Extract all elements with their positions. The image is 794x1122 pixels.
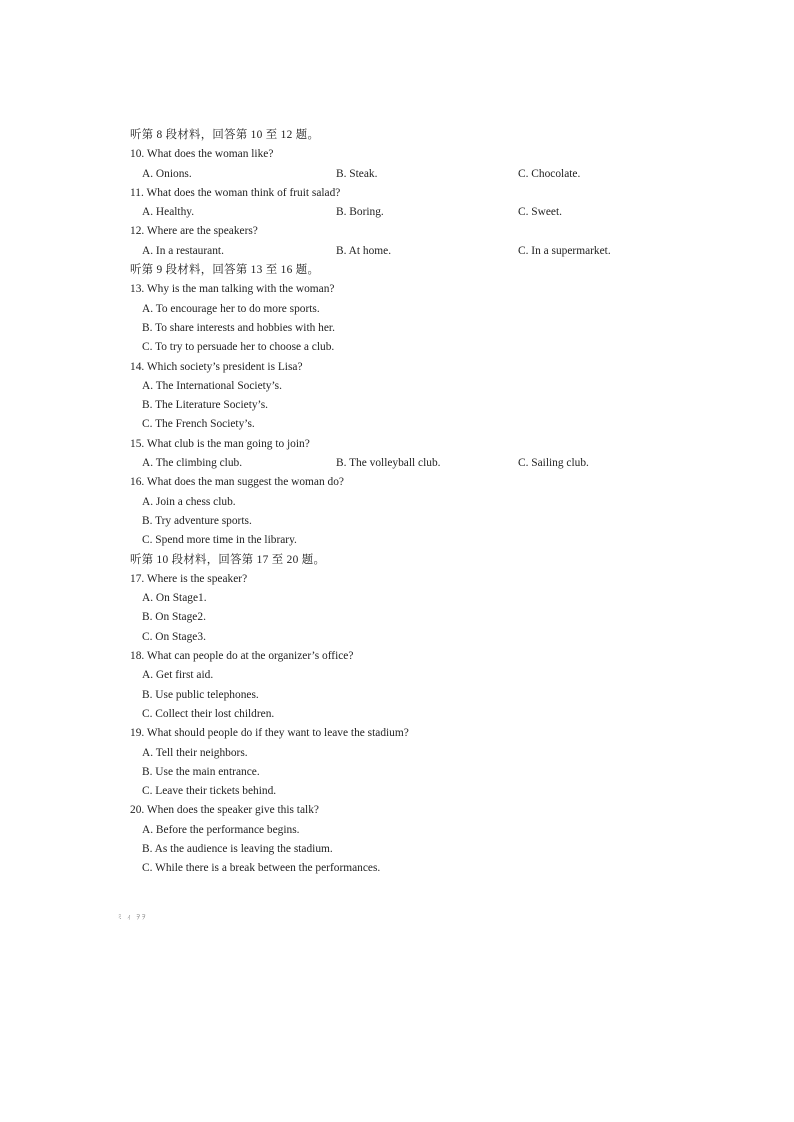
answer-option: C. Sweet.: [518, 206, 562, 219]
answer-option: A. Tell their neighbors.: [142, 746, 248, 759]
answer-option: B. Use public telephones.: [142, 688, 259, 701]
question-stem: 14. Which society’s president is Lisa?: [130, 360, 303, 373]
answer-option: C. To try to persuade her to choose a club.: [142, 341, 335, 354]
answer-option: A. Before the performance begins.: [142, 823, 300, 836]
answer-option: B. As the audience is leaving the stadium.: [142, 842, 333, 855]
answer-option: A. The International Society’s.: [142, 379, 282, 392]
answer-option: B. Boring.: [336, 206, 384, 219]
answer-option: C. Collect their lost children.: [142, 707, 275, 720]
answer-option: C. Chocolate.: [518, 167, 581, 180]
answer-option: A. Get first aid.: [142, 669, 214, 682]
answer-option: B. The volleyball club.: [336, 457, 441, 470]
question-stem: 18. What can people do at the organizer’s office?: [130, 650, 354, 663]
answer-option: A. The climbing club.: [142, 457, 243, 470]
answer-option: B. Steak.: [336, 167, 378, 180]
question-stem: 12. Where are the speakers?: [130, 225, 258, 238]
listening-questions: [130, 126, 750, 879]
question-stem: 16. What does the man suggest the woman do?: [130, 476, 344, 489]
question-stem: 19. What should people do if they want to leave the stadium?: [130, 727, 409, 740]
answer-option: B. The Literature Society’s.: [142, 399, 269, 412]
answer-option: A. In a restaurant.: [142, 244, 224, 257]
options-row: [130, 242, 750, 261]
section-heading: 听第 9 段材料，回答第 13 至 16 题。: [130, 264, 320, 277]
section-heading: 听第 8 段材料，回答第 10 至 12 题。: [130, 129, 320, 141]
answer-option: C. Sailing club.: [518, 457, 589, 470]
answer-option: B. Use the main entrance.: [142, 765, 260, 778]
answer-option: B. To share interests and hobbies with her.: [142, 321, 335, 334]
answer-option: C. Spend more time in the library.: [142, 534, 297, 547]
answer-option: A. Join a chess club.: [142, 495, 236, 508]
options-row: [130, 454, 750, 473]
section-heading: 听第 10 段材料，回答第 17 至 20 题。: [130, 553, 326, 566]
answer-option: A. Onions.: [142, 167, 192, 180]
page-footer: ﾐ ｨ ｦｦ: [118, 913, 148, 921]
answer-option: B. At home.: [336, 244, 392, 257]
answer-option: C. In a supermarket.: [518, 244, 611, 257]
answer-option: C. On Stage3.: [142, 630, 206, 643]
answer-option: A. Healthy.: [142, 206, 195, 219]
answer-option: B. Try adventure sports.: [142, 514, 252, 527]
options-row: [130, 165, 750, 184]
question-stem: 20. When does the speaker give this talk?: [130, 804, 319, 817]
question-stem: 13. Why is the man talking with the woman?: [130, 283, 335, 296]
answer-option: C. The French Society’s.: [142, 418, 255, 431]
answer-option: C. While there is a break between the performances.: [142, 862, 381, 875]
answer-option: B. On Stage2.: [142, 611, 206, 624]
answer-option: A. To encourage her to do more sports.: [142, 302, 320, 315]
answer-option: C. Leave their tickets behind.: [142, 785, 277, 798]
answer-option: A. On Stage1.: [142, 592, 207, 605]
question-stem: 11. What does the woman think of fruit salad?: [130, 186, 341, 199]
options-row: [130, 203, 750, 222]
question-stem: 15. What club is the man going to join?: [130, 437, 310, 450]
question-stem: 17. Where is the speaker?: [130, 572, 248, 585]
question-stem: 10. What does the woman like?: [130, 148, 274, 161]
